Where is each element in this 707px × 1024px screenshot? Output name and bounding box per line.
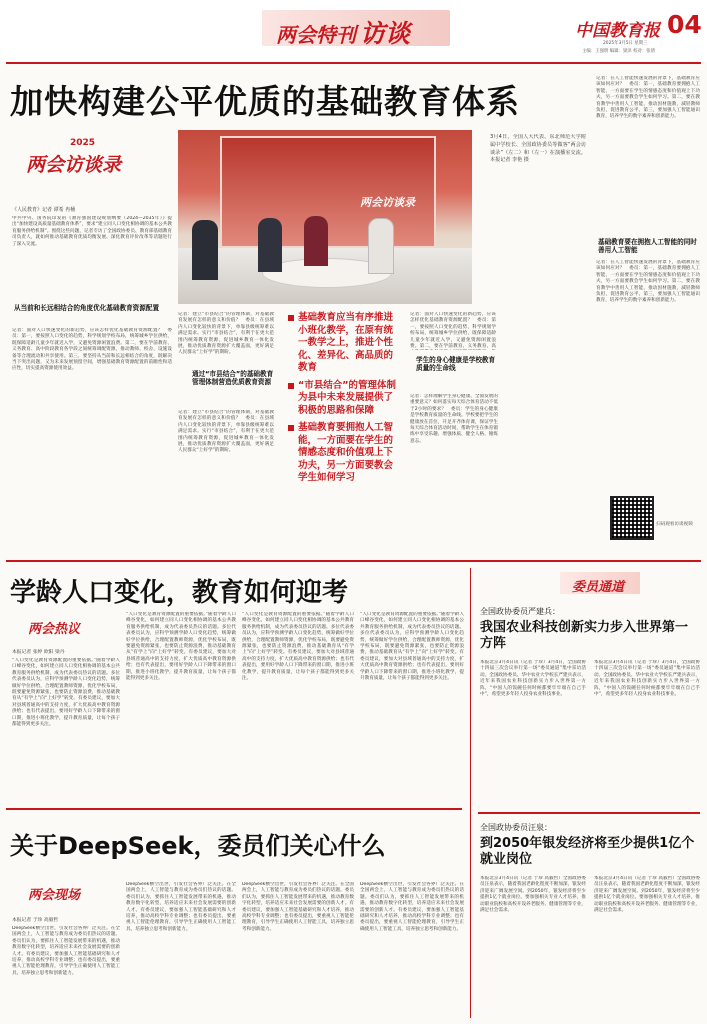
sidebar-vertical-rule [470, 568, 471, 1018]
article1-bottom-rule [6, 560, 701, 562]
section-label: 两会特刊 [276, 23, 356, 47]
sidebar-item2-col2: 本报北京3月4日讯（记者 于珍 高毅哲）全国政协委员汪泉表示，随着我国老龄化程度不断加深，银发经济迎来广阔发展空间。到2050年，银发经济将至少提供1亿个就业岗位。要加强相关专业人才培养，推动职业院校和高校开设养老服务、健康管理等专业，满足社会需求。 [594, 876, 700, 914]
article1-byline: 《人民教育》记者 谭希 冉桶 [12, 207, 76, 213]
highlight-text: 基础教育应当有序推进小班化教学，在原有统一教学之上，推进个性化、差异化、高品质的教育 [298, 312, 394, 373]
article1-sub4-body: 记者：在人工智能快速发展的背景下，基础教育应该如何应对？ 委员：第一，基础教育要拥抱人工智能，一方面要在学生的情感态度和价值观上下功夫，另一方面要教会学生如何学习。第二，要在教育教学中善用人工智能，推动因材施教，减轻教师负担，促进教育公平。第三，要加强人工智能通识教育，培养学生的数字素养和创新能力。 [596, 260, 700, 304]
article1-sub4: 基础教育要在拥抱人工智能的同时善用人工智能 [598, 238, 697, 254]
article2-col1: “人口变化是教育资源配置的重要依据。”随着学龄人口峰谷变化，如何建立同人口变化相协调的基本公共教育服务供给机制，成为代表委员热议的话题。多位代表委员认为，应科学预测学龄人口变化趋势，统筹做好学位供给，合理配置教师资源，优化学校布局，既要避免资源紧张，也要防止资源浪费，推动基础教育从“有学上”向“上好学”转变。有委员建议，要加大对县域普通高中的支持力度，扩大优质高中教育资源供给；也有代表提出，要用好学龄人口下降带来的窗口期，推进小班化教学，提升教育质量，让每个孩子都能得到更多关注。 [12, 658, 120, 728]
article3-col1: DeepSeek横空出世，引发社会各界广泛关注。在全国两会上，人工智能与教育成为委员们热议的话题。委员们认为，要抓住人工智能发展带来的机遇，推动教育数字化转型，培养适应未来社会发展需要的创新人才。有委员建议，要加强人工智能基础研究和人才培养，推动高校学科专业调整；也有委员提出，要重视人工智能伦理教育，引导学生正确使用人工智能工具，培养独立思考和创新能力。 [12, 926, 120, 976]
article2-byline: 本报记者 张婷 欧阳 梁丹 [12, 650, 65, 655]
editors-line: 主编：王强明 编辑：梁泽 校对：张倩 [582, 49, 656, 54]
highlights-box [288, 312, 400, 490]
article2-bottom-rule [6, 808, 462, 810]
article1-sub3-body: 记者：怎样理解学生身心健康、全面发展的重要意义？如何落实每天综合体育活动不低于2小时的要求？ 委员：学生的身心健康是学校教育质量的生命线。学校要把学生的健康放在首位，开足开齐体育课，保证学生每天综合体育活动时间，帮助学生在体育锻炼中享受乐趣、增强体质、健全人格、锤炼意志。 [410, 394, 498, 444]
sidebar-item1-headline: 我国农业科技创新实力步入世界第一方阵 [480, 620, 689, 651]
sidebar-item1-col1: 本报北京3月4日讯（记者 于珍）3月4日，全国政协十四届三次会议举行第一场“委员通道”集中采访活动。全国政协委员、华中农业大学校长严建兵表示，近年来我国农业科技创新实力步入世界第一方阵，“中国人的饭碗任何时候都要牢牢端在自己手中”，希望更多年轻人投身农业科技事业。 [480, 660, 586, 698]
logo-year: 2025 [70, 138, 96, 148]
masthead [0, 0, 707, 62]
logo-text: 两会访谈录 [26, 154, 122, 176]
qr-caption: 扫码观看访谈视频 [656, 522, 693, 527]
sidebar-item2-kicker: 全国政协委员汪泉： [480, 823, 552, 832]
sidebar-item1-kicker: 全国政协委员严建兵： [480, 607, 560, 616]
article3-tag: 两会现场 [28, 888, 81, 903]
article2-headline: 学龄人口变化，教育如何迎考 [10, 578, 349, 608]
sidebar-item2-headline: 到2050年银发经济将至少提供1亿个就业岗位 [480, 836, 695, 867]
article1-col2-body: 记者：建立“市县结合”的管理体制，对基础教育发展有怎样的意义和价值？ 委员：在县域内人口变化较快的背景下，单靠县级统筹难以满足需求。实行“市县结合”，有利于在更大范围内统筹教育资源，促进城乡教育一体化发展，推动优质教育资源扩大覆盖面，更好满足人民群众“上好学”的期盼。 [178, 312, 274, 356]
bullet-marker-icon [288, 315, 294, 321]
article1-sub1-body: 记者：面对人口快速变化的新趋势，应该怎样优化基础教育资源配置？ 委员：第一，要按照人口变化的趋势，科学规划学校布局，统筹城乡学位供给，既保障适龄儿童少年就近入学，又避免资源闲置浪费。第二，要在学前教育、义务教育、高中阶段教育各学段之间统筹调配资源，推动教师、校舍、设施设备等合理流动和共享使用。第三，要坚持从当前和长远相结合的角度，既解决当下突出问题，又为未来发展预留空间，增强基础教育资源配置的前瞻性和适应性，切实提高资源使用效益。 [12, 328, 172, 372]
article2-tag: 两会热议 [28, 622, 81, 637]
section-accent: 访谈 [360, 19, 411, 48]
issue-date: 2025年3月5日 星期三 [603, 41, 648, 46]
photo-backdrop-text: 两会访谈录 [360, 196, 415, 209]
highlight-text: “市县结合”的管理体制为县中未来发展提供了积极的思路和保障 [298, 379, 396, 416]
article2-col4: “人口变化是教育资源配置的重要依据。”随着学龄人口峰谷变化，如何建立同人口变化相协调的基本公共教育服务供给机制，成为代表委员热议的话题。多位代表委员认为，应科学预测学龄人口变化趋势，统筹做好学位供给，合理配置教师资源，优化学校布局，既要避免资源紧张，也要防止资源浪费，推动基础教育从“有学上”向“上好学”转变。有委员建议，要加大对县域普通高中的支持力度，扩大优质高中教育资源供给；也有代表提出，要用好学龄人口下降带来的窗口期，推进小班化教学，提升教育质量，让每个孩子都能得到更多关注。 [360, 612, 464, 682]
article2-col2: “人口变化是教育资源配置的重要依据。”随着学龄人口峰谷变化，如何建立同人口变化相协调的基本公共教育服务供给机制，成为代表委员热议的话题。多位代表委员认为，应科学预测学龄人口变化趋势，统筹做好学位供给，合理配置教师资源，优化学校布局，既要避免资源紧张，也要防止资源浪费，推动基础教育从“有学上”向“上好学”转变。有委员建议，要加大对县域普通高中的支持力度，扩大优质高中教育资源供给；也有代表提出，要用好学龄人口下降带来的窗口期，推进小班化教学，提升教育质量，让每个孩子都能得到更多关注。 [126, 612, 236, 682]
article1-sub3-intro: 记者：面对人口快速变化的新趋势，应该怎样优化基础教育资源配置？ 委员：第一，要按照人口变化的趋势，科学规划学校布局，统筹城乡学位供给，既保障适龄儿童少年就近入学，又避免资源闲置浪费。第二，要在学前教育、义务教育、高 [410, 312, 496, 350]
sidebar-tag: 委员通道 [572, 580, 625, 595]
interview-photo [178, 130, 472, 304]
masthead-rule [6, 62, 701, 64]
article1-right-body: 记者：在人工智能快速发展的背景下，基础教育应该如何应对？ 委员：第一，基础教育要拥抱人工智能，一方面要在学生的情感态度和价值观上下功夫，另一方面要教会学生如何学习。第二，要在教育教学中善用人工智能，推动因材施教，减轻教师负担，促进教育公平。第三，要加强人工智能通识教育，培养学生的数字素养和创新能力。 [596, 76, 700, 120]
highlight-text: 基础教育要拥抱人工智能，一方面要在学生的情感态度和价值观上下功夫，另一方面要教会学生如何学习 [298, 422, 394, 483]
bullet-marker-icon [288, 425, 294, 431]
article1-sub2: 通过“市县结合”的基础教育管理体制营造优质教育资源 [192, 370, 274, 386]
photo-backdrop-screen [220, 136, 436, 248]
photo-person-right [368, 218, 394, 274]
paper-name: 中国教育报 [575, 21, 660, 41]
article3-col4: DeepSeek横空出世，引发社会各界广泛关注。在全国两会上，人工智能与教育成为委员们热议的话题。委员们认为，要抓住人工智能发展带来的机遇，推动教育数字化转型，培养适应未来社会发展需要的创新人才。有委员建议，要加强人工智能基础研究和人才培养，推动高校学科专业调整；也有委员提出，要重视人工智能伦理教育，引导学生正确使用人工智能工具，培养独立思考和创新能力。 [360, 882, 464, 932]
article1-lead: 中共中央、国务院印发的《教育强国建设规划纲要（2024—2035年）》提出“加快建设高质量基础教育体系”，要求“建立同人口变化相协调的基本公共教育服务供给机制”。围绕这些问题，记者专访了全国政协委员、教育部基础教育司负责人，就如何推动基础教育优质均衡发展、深化教育评价改革等话题进行了深入交流。 [12, 216, 172, 247]
article1-headline: 加快构建公平优质的基础教育体系 [10, 82, 520, 121]
sidebar-item2-col1: 本报北京3月4日讯（记者 于珍 高毅哲）全国政协委员汪泉表示，随着我国老龄化程度不断加深，银发经济迎来广阔发展空间。到2050年，银发经济将至少提供1亿个就业岗位。要加强相关专业人才培养，推动职业院校和高校开设养老服务、健康管理等专业，满足社会需求。 [480, 876, 586, 914]
page-number: 04 [667, 10, 702, 39]
photo-person-center [304, 216, 328, 266]
sidebar-item1-col2: 本报北京3月4日讯（记者 于珍）3月4日，全国政协十四届三次会议举行第一场“委员通道”集中采访活动。全国政协委员、华中农业大学校长严建兵表示，近年来我国农业科技创新实力步入世界第一方阵，“中国人的饭碗任何时候都要牢牢端在自己手中”，希望更多年轻人投身农业科技事业。 [594, 660, 700, 698]
photo-person-left [192, 220, 218, 280]
article1-sub1: 从当前和长远相结合的角度优化基础教育资源配置 [14, 304, 160, 312]
sidebar-mid-rule [478, 812, 700, 814]
article3-headline: 关于DeepSeek，委员们关心什么 [10, 832, 386, 860]
article2-col3: “人口变化是教育资源配置的重要依据。”随着学龄人口峰谷变化，如何建立同人口变化相协调的基本公共教育服务供给机制，成为代表委员热议的话题。多位代表委员认为，应科学预测学龄人口变化趋势，统筹做好学位供给，合理配置教师资源，优化学校布局，既要避免资源紧张，也要防止资源浪费，推动基础教育从“有学上”向“上好学”转变。有委员建议，要加大对县域普通高中的支持力度，扩大优质高中教育资源供给；也有代表提出，要用好学龄人口下降带来的窗口期，推进小班化教学，提升教育质量，让每个孩子都能得到更多关注。 [242, 612, 354, 682]
article3-col2: DeepSeek横空出世，引发社会各界广泛关注。在全国两会上，人工智能与教育成为委员们热议的话题。委员们认为，要抓住人工智能发展带来的机遇，推动教育数字化转型，培养适应未来社会发展需要的创新人才。有委员建议，要加强人工智能基础研究和人才培养，推动高校学科专业调整；也有委员提出，要重视人工智能伦理教育，引导学生正确使用人工智能工具，培养独立思考和创新能力。 [126, 882, 236, 932]
photo-caption: 3月4日，全国人大代表、东北师范大学附属中学校长、全国政协委员等做客“两会访谈录”（左二）和（左一）在演播室交流。本报记者 李艳 摄 [490, 134, 586, 164]
article1-sub2-body: 记者：建立“市县结合”的管理体制，对基础教育发展有怎样的意义和价值？ 委员：在县域内人口变化较快的背景下，单靠县级统筹难以满足需求。实行“市县结合”，有利于在更大范围内统筹教育资源，促进城乡教育一体化发展，推动优质教育资源扩大覆盖面，更好满足人民群众“上好学”的期盼。 [178, 410, 274, 454]
bullet-marker-icon [288, 383, 294, 389]
section-title [276, 14, 410, 50]
article3-byline: 本报记者 于珍 高毅哲 [12, 918, 59, 923]
article1-sub3: 学生的身心健康是学校教育质量的生命线 [416, 356, 496, 372]
highlight-item [288, 312, 400, 375]
two-sessions-logo [26, 138, 122, 194]
article3-col3: DeepSeek横空出世，引发社会各界广泛关注。在全国两会上，人工智能与教育成为委员们热议的话题。委员们认为，要抓住人工智能发展带来的机遇，推动教育数字化转型，培养适应未来社会发展需要的创新人才。有委员建议，要加强人工智能基础研究和人才培养，推动高校学科专业调整；也有委员提出，要重视人工智能伦理教育，引导学生正确使用人工智能工具，培养独立思考和创新能力。 [242, 882, 354, 932]
photo-person-mid [258, 218, 282, 272]
qr-code [610, 496, 654, 540]
highlight-item [288, 380, 400, 418]
highlight-item [288, 422, 400, 485]
